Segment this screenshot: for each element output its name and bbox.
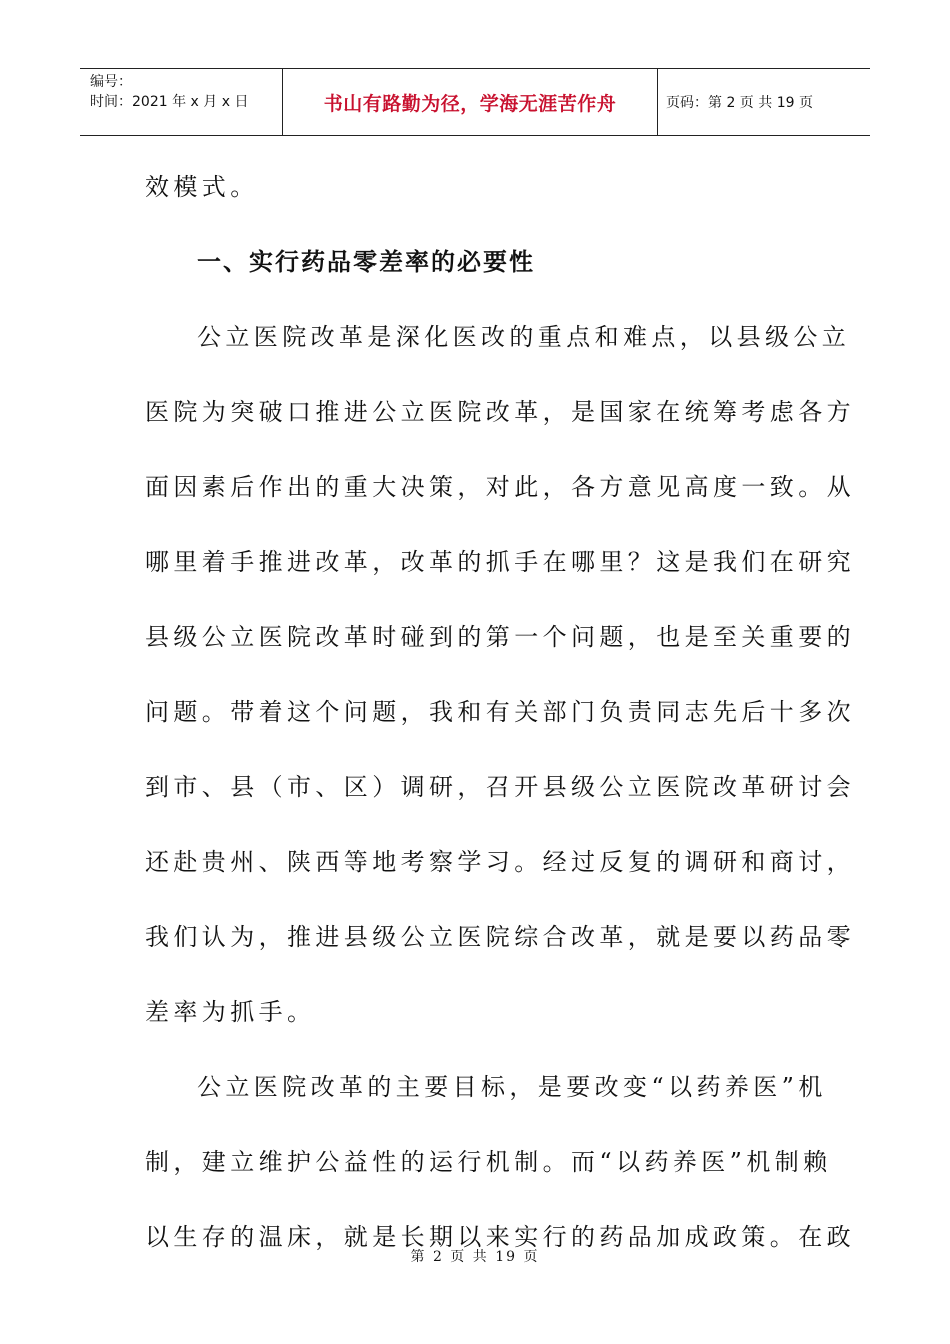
document-time: 时间：2021 年 x 月 x 日: [90, 94, 249, 110]
header-page-cell: [658, 69, 870, 135]
header-page-info: 页码：第 2 页 共 19 页: [666, 95, 813, 111]
paragraph-line: 我们认为，推进县级公立医院综合改革，就是要以药品零: [145, 923, 855, 951]
paragraph-line: 还赴贵州、陕西等地考察学习。经过反复的调研和商讨，: [145, 848, 855, 876]
paragraph-line: 到市、县（市、区）调研，召开县级公立医院改革研讨会: [145, 773, 855, 801]
page-header: [80, 68, 870, 136]
header-meta-cell: [80, 69, 283, 135]
paragraph-line: 县级公立医院改革时碰到的第一个问题，也是至关重要的: [145, 623, 855, 651]
header-motto-cell: [283, 69, 658, 135]
paragraph-line: 以生存的温床，就是长期以来实行的药品加成政策。在政: [145, 1223, 855, 1251]
paragraph-line: 公立医院改革的主要目标，是要改变“以药养医”机: [197, 1073, 827, 1101]
section-heading: 一、实行药品零差率的必要性: [197, 248, 535, 276]
header-motto: 书山有路勤为径，学海无涯苦作舟: [323, 92, 617, 115]
paragraph-line: 医院为突破口推进公立医院改革，是国家在统筹考虑各方: [145, 398, 855, 426]
paragraph-line: 问题。带着这个问题，我和有关部门负责同志先后十多次: [145, 698, 855, 726]
paragraph-line: 哪里着手推进改革，改革的抓手在哪里？这是我们在研究: [145, 548, 855, 576]
paragraph-line: 公立医院改革是深化医改的重点和难点，以县级公立: [197, 323, 851, 351]
document-body: [145, 150, 855, 1275]
paragraph-line: 制，建立维护公益性的运行机制。而“以药养医”机制赖: [145, 1148, 832, 1176]
document-number-label: 编号：: [90, 74, 132, 90]
page-footer: [0, 1246, 950, 1266]
footer-page-number: 第 2 页 共 19 页: [410, 1249, 540, 1265]
paragraph-line: 差率为抓手。: [145, 998, 316, 1026]
paragraph-line: 效模式。: [145, 173, 259, 201]
paragraph-line: 面因素后作出的重大决策，对此，各方意见高度一致。从: [145, 473, 855, 501]
